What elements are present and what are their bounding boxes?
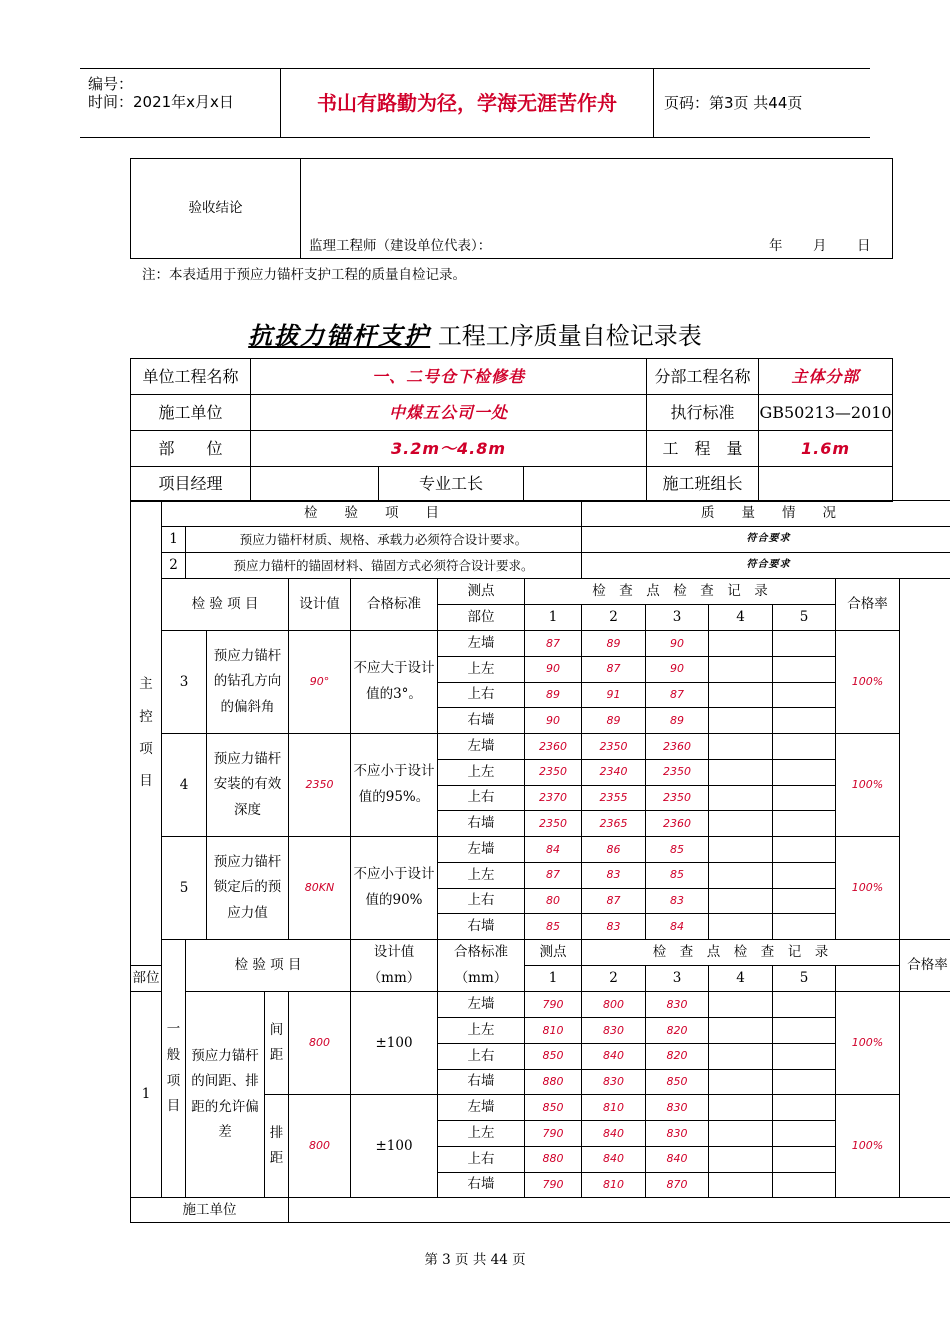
main-section-char: 主 [139,676,153,693]
measure-value [709,1095,773,1121]
sub-project-value: 主体分部 [759,359,893,395]
page-footer: 第 3 页 共 44 页 [424,1252,526,1268]
measure-value [709,837,773,863]
subgroup-name: 间距 [265,992,289,1095]
measure-value [709,708,773,734]
measure-value: 2350 [525,759,582,785]
measure-value [773,811,836,837]
group-standard: 不应小于设计值的90% [351,837,438,940]
group-design: 90° [289,631,351,734]
measure-position: 右墙 [438,1069,525,1095]
measure-value [773,1172,836,1198]
col-item-header: 检 验 项 目 [162,579,289,631]
measure-value: 89 [582,708,646,734]
construction-unit-label: 施工单位 [131,395,251,431]
design-line: 设计值 [373,944,415,960]
measure-position: 上右 [438,1043,525,1069]
general-item-name: 预应力锚杆的间距、排距的允许偏差 [186,992,265,1198]
measure-value: 830 [646,1095,709,1121]
col-number-header: 3 [646,966,709,992]
standard-label: 执行标准 [647,395,759,431]
subgroup-design: 800 [289,1095,351,1198]
measure-value [773,631,836,657]
col-number-header: 3 [646,605,709,631]
measure-value: 2340 [582,759,646,785]
item-text: 预应力锚杆材质、规格、承载力必须符合设计要求。 [186,527,582,553]
measure-value: 83 [582,914,646,940]
group-number: 5 [162,837,207,940]
measure-position: 上左 [438,1018,525,1044]
measure-position: 上左 [438,759,525,785]
general-section-label [162,940,186,1198]
measure-value: 80 [525,888,582,914]
group-rate: 100% [836,734,900,837]
measure-value: 2370 [525,785,582,811]
col-point-header: 测点 [525,940,582,966]
measure-value [773,1043,836,1069]
time-label: 时间：2021年x月x日 [88,93,234,111]
measure-position: 上右 [438,682,525,708]
measure-value: 820 [646,1043,709,1069]
measure-value [773,1121,836,1147]
col-item-header: 检 验 项 目 [186,940,351,992]
team-leader-label: 施工班组长 [647,467,759,502]
measure-value: 2350 [646,785,709,811]
day-label: 日 [857,238,871,254]
measure-value: 2350 [582,734,646,760]
measure-position: 上右 [438,1146,525,1172]
col-standard-header [438,940,525,992]
design-unit: （mm） [367,969,421,986]
manager-value [251,467,379,502]
measure-position: 上右 [438,888,525,914]
item-number: 1 [162,527,186,553]
measure-value: 840 [582,1146,646,1172]
foreman-label: 专业工长 [379,467,524,502]
unit-project-value: 一、二号仓下检修巷 [251,359,647,395]
measure-position: 左墙 [438,1095,525,1121]
measure-position: 左墙 [438,992,525,1018]
measure-value [773,1095,836,1121]
measure-value: 89 [525,682,582,708]
group-standard: 不应大于设计值的3°。 [351,631,438,734]
subgroup-rate: 100% [836,1095,900,1198]
measure-value: 2365 [582,811,646,837]
title-printed: 工程工序质量自检记录表 [437,322,702,350]
month-label: 月 [813,238,827,254]
group-standard: 不应小于设计值的95%。 [351,734,438,837]
measure-value: 90 [525,708,582,734]
measure-value [709,1043,773,1069]
measure-value: 83 [646,888,709,914]
measure-value: 87 [582,656,646,682]
conclusion-cell [301,159,893,259]
measure-position: 右墙 [438,914,525,940]
note: 注：本表适用于预应力锚杆支护工程的质量自检记录。 [142,267,466,283]
prev-table [130,158,893,259]
measure-value: 870 [646,1172,709,1198]
measure-value [709,914,773,940]
footer-construction-unit-value [289,1198,950,1223]
col-number-header: 1 [525,605,582,631]
general-section-part: 一般 [166,1021,181,1063]
measure-value [773,656,836,682]
standard-value: GB50213—2010 [759,395,893,431]
measure-position: 右墙 [438,708,525,734]
group-rate: 100% [836,837,900,940]
page-label: 页码：第3页 共44页 [664,94,803,112]
measure-position: 上左 [438,656,525,682]
measure-value: 86 [582,837,646,863]
measure-value [773,914,836,940]
measure-value: 91 [582,682,646,708]
standard-unit: （mm） [454,969,508,986]
year-label: 年 [769,238,783,254]
supervisor-line: 监理工程师（建设单位代表）： [309,238,492,254]
measure-value [709,656,773,682]
position-label: 部 位 [131,431,251,467]
col-position-header: 部位 [438,605,525,631]
quality-header: 质 量 情 况 [582,501,950,527]
measure-value [773,888,836,914]
measure-value [773,785,836,811]
measure-value: 790 [525,992,582,1018]
col-number-header: 4 [709,966,773,992]
measure-value [709,888,773,914]
col-design-header: 设计值 [289,579,351,631]
check-table [130,500,950,1223]
measure-value: 87 [582,888,646,914]
col-design-header [351,940,438,992]
footer-construction-unit-label: 施工单位 [131,1198,289,1223]
measure-value: 820 [646,1018,709,1044]
conclusion-label: 验收结论 [131,159,301,259]
header-left [80,69,281,137]
measure-value: 90 [646,631,709,657]
subgroup-rate: 100% [836,992,900,1095]
col-number-header: 5 [773,605,836,631]
measure-value: 2360 [646,811,709,837]
main-section-char: 目 [139,773,153,790]
measure-value: 840 [582,1043,646,1069]
measure-value: 90 [525,656,582,682]
measure-position: 右墙 [438,811,525,837]
measure-position: 左墙 [438,734,525,760]
construction-unit-value: 中煤五公司一处 [251,395,647,431]
page-header [80,68,870,138]
col-number-header: 4 [709,605,773,631]
quantity-value: 1.6m [759,431,893,467]
item-result: 符合要求 [582,553,950,579]
group-number: 4 [162,734,207,837]
measure-value: 850 [646,1069,709,1095]
group-rate: 100% [836,631,900,734]
measure-value [773,1146,836,1172]
measure-value: 87 [525,862,582,888]
measure-value: 830 [646,992,709,1018]
measure-value [709,682,773,708]
col-point-header: 测点 [438,579,525,605]
item-text: 预应力锚杆的锚固材料、锚固方式必须符合设计要求。 [186,553,582,579]
col-number-header: 2 [582,605,646,631]
measure-value: 810 [582,1095,646,1121]
measure-value: 830 [582,1069,646,1095]
group-design: 80KN [289,837,351,940]
measure-value: 800 [582,992,646,1018]
measure-value: 83 [582,862,646,888]
measure-value: 89 [646,708,709,734]
measure-value: 840 [582,1121,646,1147]
col-standard-header: 合格标准 [351,579,438,631]
measure-position: 左墙 [438,837,525,863]
main-section-char: 控 [139,708,153,725]
measure-value [709,1018,773,1044]
item-result: 符合要求 [582,527,950,553]
measure-value [773,682,836,708]
measure-value: 880 [525,1146,582,1172]
measure-value: 84 [525,837,582,863]
group-number: 3 [162,631,207,734]
sub-project-label: 分部工程名称 [647,359,759,395]
measure-value: 840 [646,1146,709,1172]
measure-value: 830 [582,1018,646,1044]
subgroup-design: 800 [289,992,351,1095]
number-label: 编号： [88,75,134,93]
item-number: 2 [162,553,186,579]
col-number-header: 1 [525,966,582,992]
measure-value: 2350 [525,811,582,837]
info-table [130,358,893,502]
measure-value: 2360 [525,734,582,760]
group-name: 预应力锚杆的钻孔方向的偏斜角 [207,631,289,734]
col-number-header: 5 [773,966,836,992]
measure-value: 2360 [646,734,709,760]
measure-value [709,811,773,837]
measure-value: 87 [646,682,709,708]
group-name: 预应力锚杆安装的有效深度 [207,734,289,837]
measure-value [773,708,836,734]
measure-value: 87 [525,631,582,657]
measure-value: 84 [646,914,709,940]
measure-value [773,1018,836,1044]
subgroup-standard: ±100 [351,992,438,1095]
foreman-value [524,467,647,502]
measure-value [709,992,773,1018]
col-number-header: 2 [582,966,646,992]
measure-value: 85 [525,914,582,940]
measure-value: 850 [525,1043,582,1069]
main-section-char: 项 [139,741,153,758]
measure-value: 89 [582,631,646,657]
measure-value: 790 [525,1172,582,1198]
measure-value: 85 [646,862,709,888]
measure-value [709,1069,773,1095]
general-item-number: 1 [131,992,162,1198]
subgroup-name: 排距 [265,1095,289,1198]
measure-value [709,759,773,785]
measure-value [773,862,836,888]
measure-value: 850 [525,1095,582,1121]
measure-value [709,862,773,888]
measure-position: 左墙 [438,631,525,657]
subgroup-standard: ±100 [351,1095,438,1198]
group-design: 2350 [289,734,351,837]
measure-position: 右墙 [438,1172,525,1198]
measure-value: 880 [525,1069,582,1095]
measure-value [773,992,836,1018]
col-record-header: 检 查 点 检 查 记 录 [582,940,900,966]
measure-value [773,734,836,760]
measure-value: 85 [646,837,709,863]
measure-value [709,1121,773,1147]
measure-value: 2355 [582,785,646,811]
quantity-label: 工 程 量 [647,431,759,467]
measure-value [709,1172,773,1198]
measure-position: 上左 [438,862,525,888]
standard-line: 合格标准 [454,944,508,960]
measure-value: 810 [525,1018,582,1044]
measure-value: 790 [525,1121,582,1147]
group-name: 预应力锚杆锁定后的预应力值 [207,837,289,940]
position-value: 3.2m～4.8m [251,431,647,467]
measure-value [709,1146,773,1172]
measure-position: 上左 [438,1121,525,1147]
col-rate-header: 合格率 [900,940,950,992]
measure-value [773,1069,836,1095]
measure-value: 810 [582,1172,646,1198]
main-section-label [131,501,162,966]
measure-value [709,631,773,657]
measure-value [709,734,773,760]
motto: 书山有路勤为径，学海无涯苦作舟 [281,69,654,137]
title-handwritten: 抗拔力锚杆支护 [248,322,431,350]
col-position-header: 部位 [131,966,162,992]
general-section-part: 项目 [166,1072,181,1115]
measure-value: 90 [646,656,709,682]
col-record-header: 检 查 点 检 查 记 录 [525,579,836,605]
measure-value [709,785,773,811]
form-title [0,316,950,351]
team-leader-value [759,467,893,502]
measure-value [773,759,836,785]
measure-value [773,837,836,863]
manager-label: 项目经理 [131,467,251,502]
col-rate-header: 合格率 [836,579,900,631]
unit-project-label: 单位工程名称 [131,359,251,395]
measure-position: 上右 [438,785,525,811]
measure-value: 830 [646,1121,709,1147]
measure-value: 2350 [646,759,709,785]
check-item-header: 检 验 项 目 [162,501,582,527]
